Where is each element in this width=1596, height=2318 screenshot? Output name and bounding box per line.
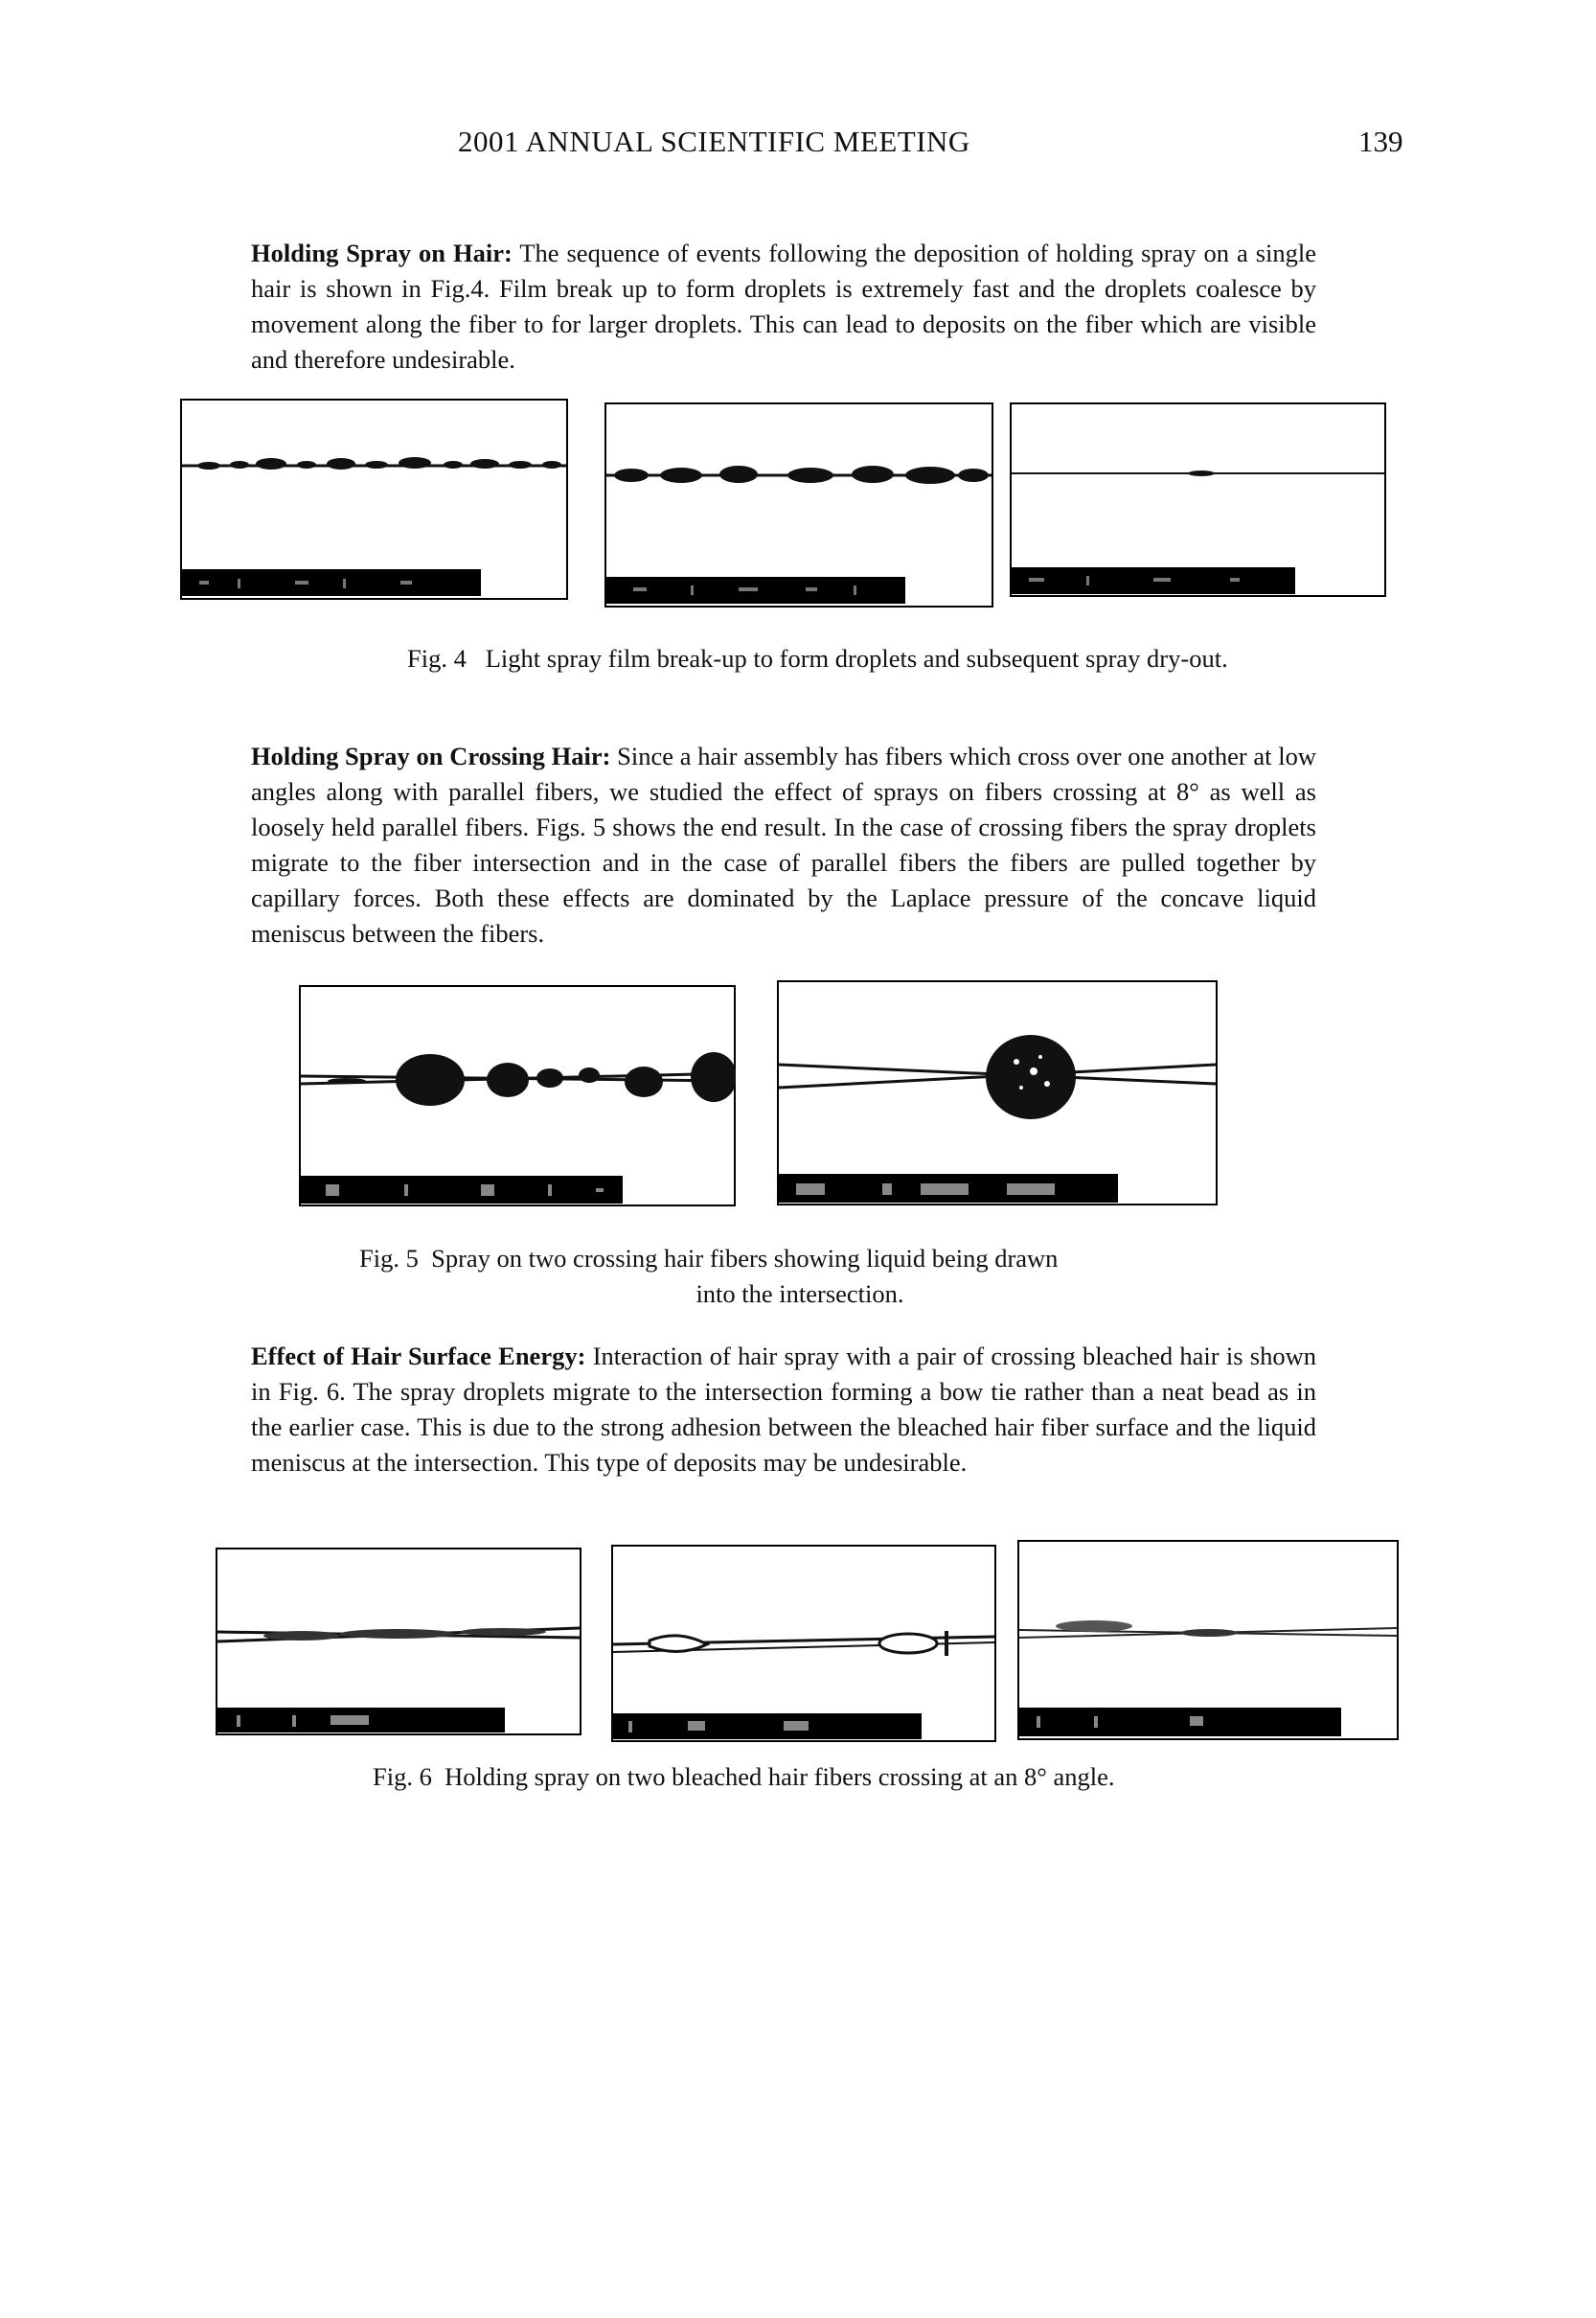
running-head bbox=[0, 125, 1596, 163]
droplet-coalescence-photo bbox=[604, 402, 993, 608]
journal-title: 2001 ANNUAL SCIENTIFIC MEETING bbox=[458, 125, 970, 158]
figure-5-caption-line-2: into the intersection. bbox=[695, 1279, 904, 1308]
bleached-fibers-photo-3 bbox=[1017, 1540, 1399, 1740]
figure-6-caption bbox=[373, 1759, 1311, 1795]
figure-label: Fig. 4 bbox=[407, 644, 467, 673]
section-effect-of-hair-surface-energy bbox=[251, 1339, 1316, 1480]
single-hair-droplets-photo bbox=[180, 399, 568, 600]
bleached-fibers-photo-2 bbox=[611, 1545, 996, 1742]
figure-6-image-3 bbox=[1017, 1540, 1399, 1740]
page-number: 139 bbox=[1358, 125, 1403, 158]
crossing-fibers-droplets-photo bbox=[299, 985, 736, 1206]
section-body: Interaction of hair spray with a pair of crossing bleached hair is shown in Fig. 6. The spray droplets migrate to the intersection forming a bow tie rather than a neat bead as in the earlier case. This is due to the strong adhesion between the bleached hair fiber surface and the liquid meniscus at the intersection. This type of deposits may be undesirable. bbox=[251, 1342, 1317, 1477]
section-holding-spray-on-hair bbox=[251, 236, 1316, 378]
figure-5-caption-line-1 bbox=[359, 1241, 1241, 1276]
figure-4-image-3 bbox=[1010, 402, 1386, 597]
figure-caption-text: Holding spray on two bleached hair fibers crossing at an 8° angle. bbox=[445, 1762, 1115, 1791]
figure-label: Fig. 5 bbox=[359, 1244, 419, 1273]
section-body: Since a hair assembly has fibers which cross over one another at low angles along with parallel fibers, we studied the effect of sprays on fibers crossing at 8° as well as loosely held parallel fibers. Figs. 5 shows the end result. In the case of crossing fibers the spray droplets migrate to the fiber intersection and in the case of parallel fibers the fibers are pulled together by capillary forces. Both these effects are dominated by the Laplace pressure of the concave liquid meniscus between the fibers. bbox=[251, 742, 1317, 948]
figure-5-image-2 bbox=[777, 980, 1218, 1205]
section-holding-spray-on-crossing-hair bbox=[251, 739, 1316, 952]
figure-6-image-2 bbox=[611, 1545, 996, 1742]
section-body: The sequence of events following the deposition of holding spray on a single hair is shown in Fig.4. Film break up to form droplets is extremely fast and the droplets coalesce by movement along the fiber to for larger droplets. This can lead to deposits on the fiber which are visible and therefore undesirable. bbox=[251, 239, 1316, 374]
figure-5-image-1 bbox=[299, 985, 736, 1206]
figure-label: Fig. 6 bbox=[373, 1762, 432, 1791]
figure-caption-text: Light spray film break-up to form droplets and subsequent spray dry-out. bbox=[485, 644, 1228, 673]
figure-6-image-1 bbox=[216, 1548, 581, 1735]
figure-caption-text: Spray on two crossing hair fibers showing liquid being drawn bbox=[431, 1244, 1059, 1273]
spray-dry-out-photo bbox=[1010, 402, 1386, 597]
crossing-fibers-bead-photo bbox=[777, 980, 1218, 1205]
figure-4-image-1 bbox=[180, 399, 568, 600]
bleached-fibers-photo-1 bbox=[216, 1548, 581, 1735]
figure-4-image-2 bbox=[604, 402, 993, 608]
section-heading: Holding Spray on Crossing Hair: bbox=[251, 742, 611, 770]
section-heading: Holding Spray on Hair: bbox=[251, 239, 513, 267]
figure-4-caption bbox=[407, 641, 1288, 677]
section-heading: Effect of Hair Surface Energy: bbox=[251, 1342, 586, 1370]
